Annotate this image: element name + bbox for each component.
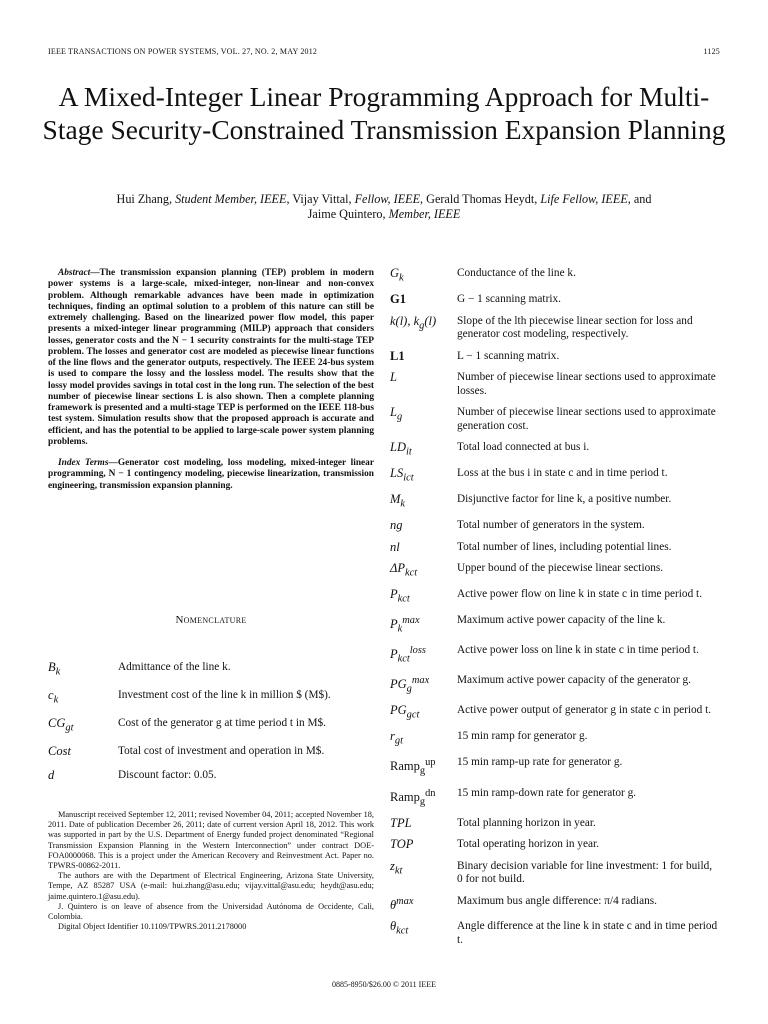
nomenclature-symbol: G1 xyxy=(390,292,406,306)
nomenclature-definition: Maximum bus angle difference: π/4 radians. xyxy=(457,894,657,907)
nomenclature-definition: Investment cost of the line k in million $ (M$). xyxy=(118,689,331,701)
paper-title: A Mixed-Integer Linear Programming Approach for Multi-Stage Security-Constrained Transmission Expansion Planning xyxy=(42,81,726,145)
author-role: Member, IEEE xyxy=(388,206,461,221)
author-name: Gerald Thomas Heydt xyxy=(426,192,535,206)
nomenclature-list-left xyxy=(48,661,374,792)
nomenclature-entry xyxy=(390,838,720,852)
nomenclature-entry xyxy=(390,541,720,555)
nomenclature-symbol: k(l), $k_g(l)$ xyxy=(390,313,437,331)
nomenclature-symbol: $\theta^{max}$ xyxy=(390,895,414,912)
nomenclature-symbol: $c_k$ xyxy=(48,688,59,706)
nomenclature-entry xyxy=(390,860,720,887)
nomenclature-symbol: TOP xyxy=(390,837,414,852)
nomenclature-entry xyxy=(390,519,720,533)
nomenclature-definition: Maximum active power capacity of the line k. xyxy=(457,614,666,626)
nomenclature-entry xyxy=(390,493,720,511)
index-terms-lead: Index Terms xyxy=(58,458,109,468)
author-name: Hui Zhang xyxy=(116,192,169,206)
nomenclature-symbol: $CG_{gt}$ xyxy=(48,716,74,734)
nomenclature-entry xyxy=(390,293,720,307)
nomenclature-symbol: $PG_{gct}$ xyxy=(390,703,420,721)
nomenclature-symbol: L1 xyxy=(390,348,405,363)
nomenclature-entry xyxy=(390,674,720,696)
nomenclature-entry xyxy=(48,769,374,783)
nomenclature-definition: G − 1 scanning matrix. xyxy=(457,293,561,305)
nomenclature-definition: Upper bound of the piecewise linear sections. xyxy=(457,562,664,574)
nomenclature-definition: Active power flow on line k in state c in time period t. xyxy=(457,588,703,600)
nomenclature-symbol: $L_g$ xyxy=(390,405,403,423)
nomenclature-entry xyxy=(48,717,374,735)
nomenclature-definition: Active power output of generator g in state c in period t. xyxy=(457,704,712,717)
nomenclature-definition: Cost of the generator g at time period t in M$. xyxy=(118,717,327,729)
nomenclature-definition: Total load connected at bus i. xyxy=(457,441,590,453)
nomenclature-entry xyxy=(390,588,720,606)
nomenclature-definition: Discount factor: 0.05. xyxy=(118,768,217,781)
nomenclature-definition: Total planning horizon in year. xyxy=(457,816,596,829)
nomenclature-definition: 15 min ramp-down rate for generator g. xyxy=(457,786,637,799)
journal-name: IEEE TRANSACTIONS ON POWER SYSTEMS, VOL. 27, NO. 2, MAY 2012 xyxy=(48,47,318,56)
nomenclature-definition: L − 1 scanning matrix. xyxy=(457,349,560,362)
nomenclature-definition: 15 min ramp for generator g. xyxy=(457,730,588,743)
footnote: The authors are with the Department of Electrical Engineering, Arizona State University, Tempe, AZ 85287 USA (e-mail: hui.zhang@asu.edu; vijay.vittal@asu.edu; heydt@asu.edu; jaime.quintero.1@asu.edu). xyxy=(48,871,374,901)
running-head xyxy=(48,47,720,59)
nomenclature-definition: Number of piecewise linear sections used to approximate generation cost. xyxy=(457,406,716,432)
nomenclature-entry xyxy=(390,406,720,433)
nomenclature-heading: Nomenclature xyxy=(175,614,247,626)
nomenclature-symbol: $r_{gt}$ xyxy=(390,729,403,747)
nomenclature-entry xyxy=(48,661,374,679)
nomenclature-definition: Slope of the lth piecewise linear section for loss and generator cost modeling, respectively. xyxy=(457,314,693,340)
nomenclature-entry xyxy=(390,895,720,913)
nomenclature-symbol: $P_k^{max}$ xyxy=(390,615,420,635)
nomenclature-entry xyxy=(390,920,720,947)
nomenclature-symbol: Ramp$_g^{dn}$ xyxy=(390,787,436,808)
nomenclature-entry xyxy=(390,614,720,636)
nomenclature-symbol: $B_k$ xyxy=(48,660,61,678)
nomenclature-entry xyxy=(390,350,720,364)
footnote: Manuscript received September 12, 2011; revised November 04, 2011; accepted November 18, 2011. Date of publication December 26, 2011; date of current version April 18, 2012. This work was supported in part by the U.S. Department of Energy funded project denominated “Regional Transmission Expansion Planning in the Western Interconnection” under contract DOE-FOA0000068. This is a project under the American Recovery and Reinvestment Act. Paper no. TPWRS-00862-2011. xyxy=(48,810,374,871)
nomenclature-definition: Active power loss on line k in state c in time period t. xyxy=(457,644,699,657)
nomenclature-definition: Binary decision variable for line investment: 1 for build, 0 for not build. xyxy=(457,859,713,886)
nomenclature-definition: 15 min ramp-up rate for generator g. xyxy=(457,756,623,769)
nomenclature-definition: Loss at the bus i in state c and in time period t. xyxy=(457,467,668,479)
page-number: 1125 xyxy=(703,47,720,56)
abstract-lead: Abstract xyxy=(58,268,91,278)
nomenclature-symbol: $LD_{it}$ xyxy=(390,440,412,458)
left-column xyxy=(48,268,374,492)
author-list: Hui Zhang, Student Member, IEEE, Vijay Vittal, Fellow, IEEE, Gerald Thomas Heydt, Life Fellow, IEEE, and Jaime Quintero, Member, IEEE xyxy=(116,192,652,221)
nomenclature-symbol: TPL xyxy=(390,815,412,830)
nomenclature-entry xyxy=(48,689,374,707)
author-name: Jaime Quintero xyxy=(307,206,383,221)
nomenclature-entry xyxy=(390,467,720,485)
nomenclature-list-right xyxy=(390,267,720,955)
nomenclature-symbol: ng xyxy=(390,518,403,532)
copyright-code: 0885-8950/$26.00 © 2011 IEEE xyxy=(332,980,436,989)
nomenclature-definition: Total cost of investment and operation in M$. xyxy=(118,745,325,757)
nomenclature-definition: Admittance of the line k. xyxy=(118,661,231,673)
footnote: J. Quintero is on leave of absence from the Universidad Autónoma de Occidente, Cali, Colombia. xyxy=(48,901,374,922)
nomenclature-entry xyxy=(390,441,720,459)
nomenclature-symbol: nl xyxy=(390,539,400,554)
nomenclature-symbol: $\theta_{kct}$ xyxy=(390,919,409,937)
nomenclature-entry xyxy=(390,704,720,722)
nomenclature-entry xyxy=(390,787,720,809)
nomenclature-entry xyxy=(48,745,374,759)
nomenclature-entry xyxy=(390,562,720,580)
nomenclature-entry xyxy=(390,817,720,831)
footnote: Digital Object Identifier 10.1109/TPWRS.2011.2178000 xyxy=(58,922,247,932)
nomenclature-definition: Disjunctive factor for line k, a positive number. xyxy=(457,493,672,505)
author-role: Life Fellow, IEEE xyxy=(540,192,628,206)
abstract-text: —The transmission expansion planning (TEP) problem in modern power systems is a large-scale, mixed-integer, non-linear and non-convex problem. Although remarkable advances have been made in optimization techniques, finding an optimal solution to a problem of this nature can still be extremely challenging. Based on the linearized power flow model, this paper presents a mixed-integer linear programming (MILP) approach that considers losses, generator costs and the N − 1 security constraints for the multi-stage TEP problem. The losses and generator cost are modeled as piecewise linear functions of the line flows and the generator outputs, respectively. The IEEE 24-bus system is used to compare the lossy and the lossless model. The results show that the lossy model provides savings in total cost in the long run. The selection of the best number of piecewise linear sections L is also shown. Then a complete planning framework is presented and a multi-stage TEP is performed on the IEEE 118-bus test system. Simulation results show that the proposed approach is accurate and efficient, and has the potential to be applied to large-scale power system planning problems. xyxy=(48,268,374,447)
nomenclature-entry xyxy=(390,267,720,285)
nomenclature-entry xyxy=(390,371,720,398)
nomenclature-symbol: $P_{kct}^{loss}$ xyxy=(390,645,426,665)
nomenclature-symbol: $PG_g^{max}$ xyxy=(390,675,430,695)
author-role: Fellow, IEEE xyxy=(354,192,421,206)
nomenclature-definition: Total number of generators in the system. xyxy=(457,519,645,531)
nomenclature-symbol: $P_{kct}$ xyxy=(390,587,410,605)
nomenclature-definition: Angle difference at the line k in state c and in time period t. xyxy=(457,920,718,946)
author-name: Vijay Vittal xyxy=(292,192,349,206)
nomenclature-symbol: $G_k$ xyxy=(390,266,404,284)
nomenclature-symbol: Ramp$_g^{up}$ xyxy=(390,757,436,778)
nomenclature-entry xyxy=(390,315,720,342)
nomenclature-entry xyxy=(390,730,720,748)
index-terms xyxy=(48,458,374,492)
nomenclature-definition: Total number of lines, including potential lines. xyxy=(457,540,672,553)
index-terms-text: —Generator cost modeling, loss modeling, mixed-integer linear programming, N − 1 contingency modeling, piecewise linearization, transmission engineering, transmission expansion planning. xyxy=(48,458,374,491)
nomenclature-symbol: $M_k$ xyxy=(390,492,406,510)
nomenclature-entry xyxy=(390,756,720,778)
author-role: Student Member, IEEE xyxy=(175,192,287,206)
nomenclature-symbol: $LS_{ict}$ xyxy=(390,466,414,484)
nomenclature-definition: Number of piecewise linear sections used to approximate losses. xyxy=(457,371,716,397)
nomenclature-entry xyxy=(390,644,720,666)
nomenclature-symbol: d xyxy=(48,767,55,782)
nomenclature-definition: Conductance of the line k. xyxy=(457,267,576,279)
nomenclature-symbol: $\Delta P_{kct}$ xyxy=(390,561,418,579)
nomenclature-symbol: L xyxy=(390,370,397,384)
nomenclature-symbol: Cost xyxy=(48,744,71,758)
footnotes xyxy=(48,810,374,932)
abstract xyxy=(48,268,374,448)
nomenclature-definition: Total operating horizon in year. xyxy=(457,838,599,851)
nomenclature-symbol: $z_{kt}$ xyxy=(390,858,403,877)
nomenclature-definition: Maximum active power capacity of the generator g. xyxy=(457,674,692,687)
